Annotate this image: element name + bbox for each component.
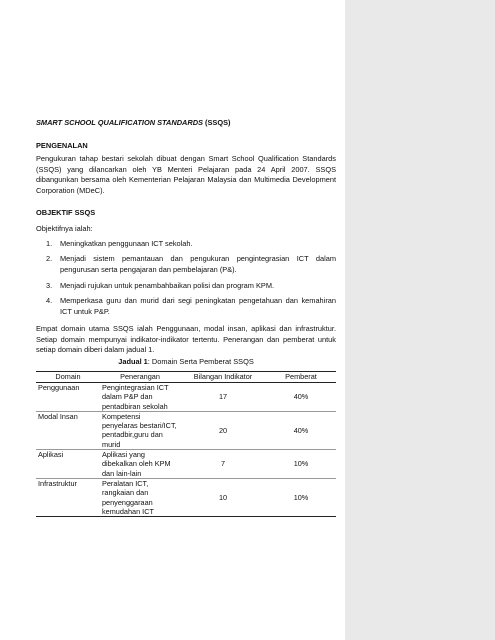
objective-text: Menjadi sistem pemantauan dan pengukuran pengintegrasian ICT dalam pengurusan serta pengajaran dan pembelajaran (P&). bbox=[60, 254, 336, 274]
table-caption-text: : Domain Serta Pemberat SSQS bbox=[147, 357, 254, 366]
domain-table bbox=[36, 371, 336, 517]
doc-title-suffix: (SSQS) bbox=[202, 118, 231, 127]
objectives-lead: Objektifnya ialah: bbox=[36, 224, 93, 233]
indicator-count-cell: 10 bbox=[180, 478, 266, 516]
domain-cell: Modal Insan bbox=[36, 411, 100, 449]
description-cell: Kompetensi penyelaras bestari/ICT, pentadbir,guru dan murid bbox=[100, 411, 180, 449]
indicator-count-cell: 17 bbox=[218, 392, 228, 402]
objective-item bbox=[46, 254, 336, 275]
doc-title-italic: SMART SCHOOL QUALIFICATION STANDARDS bbox=[36, 118, 203, 127]
table-header-cell: Pemberat bbox=[266, 372, 336, 383]
table-header-cell: Domain bbox=[36, 372, 100, 383]
description-cell: Aplikasi yang dibekalkan oleh KPM dan lain-lain bbox=[100, 450, 180, 479]
table-caption-label: Jadual 1 bbox=[118, 357, 148, 366]
weight-cell: 10% bbox=[266, 478, 336, 516]
doc-title bbox=[36, 118, 231, 129]
weight-cell: 40% bbox=[293, 392, 309, 402]
section-heading-objektif: OBJEKTIF SSQS bbox=[36, 208, 96, 217]
indicator-count-cell: 20 bbox=[180, 411, 266, 449]
objective-item bbox=[46, 239, 336, 250]
weight-cell: 10% bbox=[266, 450, 336, 479]
domain-cell: Penggunaan bbox=[38, 383, 80, 392]
domains-paragraph: Empat domain utama SSQS ialah Penggunaan, modal insan, aplikasi dan infrastruktur. Setiap domain mempunyai indikator-indikator tertentu. Penerangan dan pemberat untuk setiap domain diberi dalam jadual 1. bbox=[36, 324, 336, 354]
indicator-count-cell: 7 bbox=[180, 450, 266, 479]
objective-item bbox=[46, 296, 336, 317]
table-row bbox=[36, 478, 336, 516]
table-caption bbox=[36, 357, 336, 368]
objective-item bbox=[46, 281, 336, 292]
domain-cell: Infrastruktur bbox=[36, 478, 100, 516]
table-header-row bbox=[36, 372, 336, 383]
comment-margin-panel bbox=[345, 0, 495, 640]
table-header-cell: Bilangan Indikator bbox=[180, 372, 266, 383]
table-row bbox=[36, 383, 336, 412]
objective-number: 4. bbox=[46, 296, 53, 305]
objective-number: 1. bbox=[46, 239, 53, 248]
objective-text: Meningkatkan penggunaan ICT sekolah. bbox=[60, 239, 193, 248]
intro-paragraph: Pengukuran tahap bestari sekolah dibuat dengan Smart School Qualification Standards (SSQS) yang dilancarkan oleh YB Menteri Pelajaran pada 24 April 2007. SSQS dibangunkan bersama oleh Kementerian Pelajaran Malaysia dan Multimedia Development Corporation (MDeC). bbox=[36, 154, 336, 195]
domain-cell: Aplikasi bbox=[36, 450, 100, 479]
objective-text: Menjadi rujukan untuk penambahbaikan polisi dan program KPM. bbox=[60, 281, 275, 290]
table-row bbox=[36, 411, 336, 449]
weight-cell: 40% bbox=[266, 411, 336, 449]
objective-number: 3. bbox=[46, 281, 53, 290]
description-cell: Peralatan ICT, rangkaian dan penyenggaraan kemudahan ICT bbox=[100, 478, 180, 516]
section-heading-pengenalan: PENGENALAN bbox=[36, 141, 88, 150]
table-row bbox=[36, 450, 336, 479]
table-header-cell: Penerangan bbox=[100, 372, 180, 383]
description-cell: Pengintegrasian ICT dalam P&P dan pentadbiran sekolah bbox=[102, 383, 169, 411]
objective-number: 2. bbox=[46, 254, 53, 263]
objective-text: Memperkasa guru dan murid dari segi peningkatan pengetahuan dan kemahiran ICT untuk P&P. bbox=[60, 296, 336, 316]
